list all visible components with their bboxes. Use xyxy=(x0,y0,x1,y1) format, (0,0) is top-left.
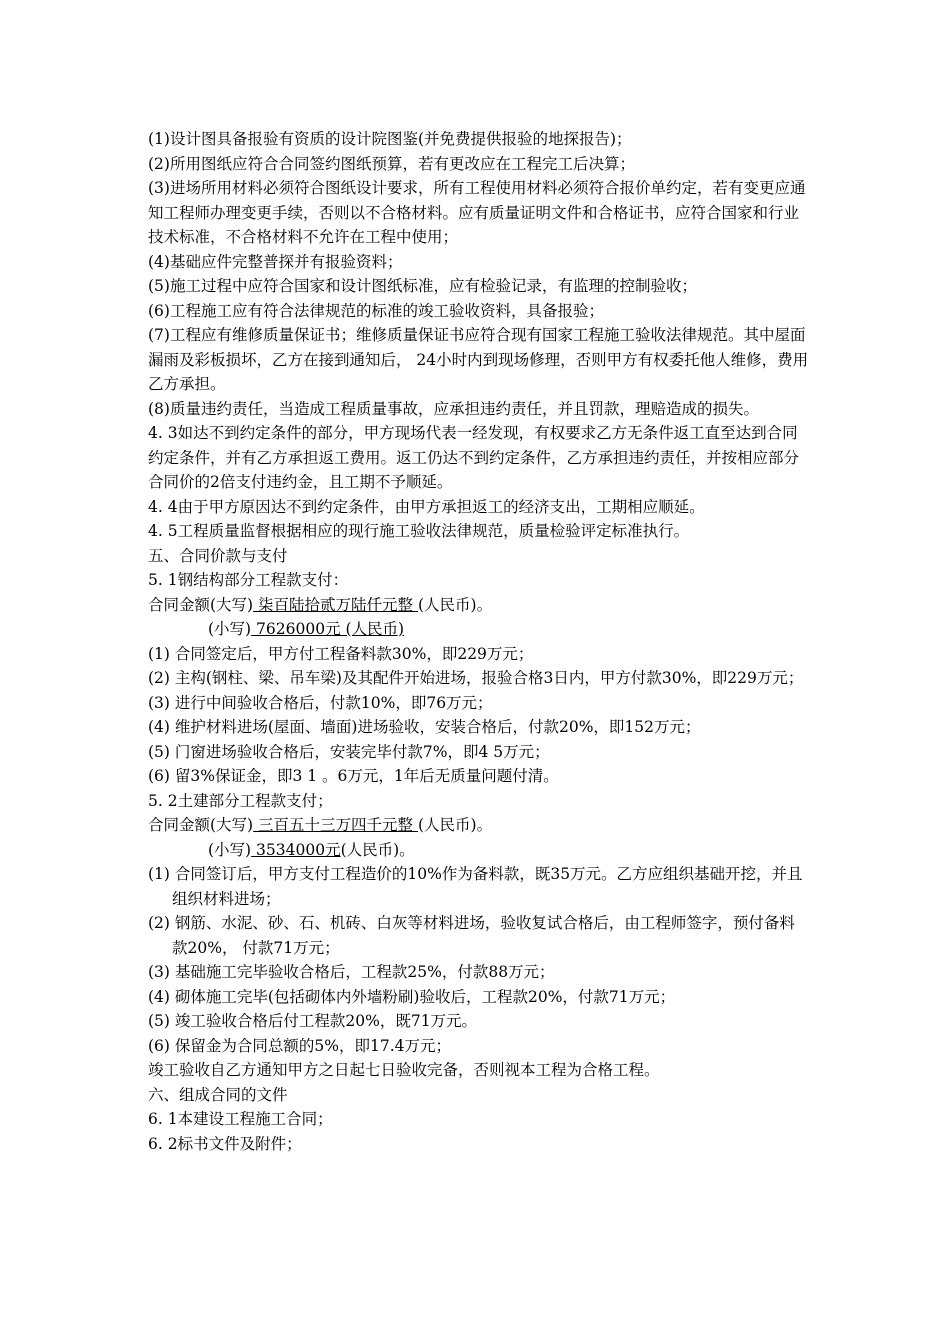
clause-4-2-1: (1)设计图具备报验有资质的设计院图鉴(并免费提供报验的地探报告)； xyxy=(148,130,632,148)
amount-lower-label: (小写) xyxy=(208,620,252,638)
clause-4-2-5: (5)施工过程中应符合国家和设计图纸标准，应有检验记录，有监理的控制验收； xyxy=(148,277,697,295)
steel-payment-2: (2) 主构(钢柱、梁、吊车梁)及其配件开始进场，报验合格3日内，甲方付款30%，即229万元； xyxy=(148,669,804,687)
steel-amount-lower xyxy=(148,617,810,642)
civil-amount-upper xyxy=(148,813,810,838)
civil-payment-5: (5) 竣工验收合格后付工程款20%，既71万元。 xyxy=(148,1012,478,1030)
steel-payment-6: (6) 留3%保证金，即3 1 。6万元，1年后无质量问题付清。 xyxy=(148,767,559,785)
clause-4-2-3: (3)进场所用材料必须符合图纸设计要求，所有工程使用材料必须符合报价单约定，若有变更应通知工程师办理变更手续，否则以不合格材料。应有质量证明文件和合格证书，应符合国家和行业技术标准，不合格材料不允许在工程中使用； xyxy=(148,179,806,246)
amount-upper-suffix: (人民币)。 xyxy=(417,816,493,834)
amount-upper-label: 合同金额(大写) xyxy=(148,816,254,834)
amount-upper-value: 三百五十三万四千元整 xyxy=(253,816,418,834)
civil-amount-lower xyxy=(148,838,810,863)
clause-6-1: 6. 1本建设工程施工合同； xyxy=(148,1110,333,1128)
clause-4-3: 4. 3如达不到约定条件的部分，甲方现场代表一经发现，有权要求乙方无条件返工直至达到合同约定条件，并有乙方承担返工费用。返工仍达不到约定条件，乙方承担违约责任，并按相应部分合同价的2倍支付违约金，且工期不予顺延。 xyxy=(148,424,800,491)
amount-lower-value: 3534000元 xyxy=(251,840,341,859)
section-heading-5: 五、合同价款与支付 xyxy=(148,546,288,565)
clause-4-2-8: (8)质量违约责任，当造成工程质量事故，应承担违约责任，并且罚款，理赔造成的损失。 xyxy=(148,399,759,418)
civil-payment-3: (3) 基础施工完毕验收合格后，工程款25%，付款88万元； xyxy=(148,963,555,981)
amount-upper-value: 柒百陆拾贰万陆仟元整 xyxy=(253,595,418,614)
civil-payment-4: (4) 砌体施工完毕(包括砌体内外墙粉刷)验收后，工程款20%，付款71万元； xyxy=(148,987,676,1006)
clause-5-2-heading: 5. 2土建部分工程款支付； xyxy=(148,791,333,810)
amount-upper-suffix: (人民币)。 xyxy=(417,595,493,614)
steel-amount-upper xyxy=(148,593,810,618)
steel-payment-3: (3) 进行中间验收合格后，付款10%，即76万元； xyxy=(148,693,493,712)
acceptance-note: 竣工验收自乙方通知甲方之日起七日验收完备，否则视本工程为合格工程。 xyxy=(148,1061,660,1079)
steel-payment-5: (5) 门窗进场验收合格后，安装完毕付款7%，即4 5万元； xyxy=(148,742,550,761)
amount-lower-value: 7626000元 (人民币) xyxy=(251,620,405,638)
amount-lower-suffix: (人民币)。 xyxy=(340,840,415,859)
clause-4-2-7: (7)工程应有维修质量保证书；维修质量保证书应符合现有国家工程施工验收法律规范。其中屋面漏雨及彩板损坏，乙方在接到通知后， 24小时内到现场修理，否则甲方有权委托他人维修，费用乙方承担。 xyxy=(148,326,809,393)
civil-payment-2: (2) 钢筋、水泥、砂、石、机砖、白灰等材料进场，验收复试合格后，由工程师签字，预付备料款20%， 付款71万元； xyxy=(148,914,795,957)
clause-4-4: 4. 4由于甲方原因达不到约定条件，由甲方承担返工的经济支出，工期相应顺延。 xyxy=(148,497,705,516)
steel-payment-4: (4) 维护材料进场(屋面、墙面)进场验收，安装合格后，付款20%，即152万元； xyxy=(148,718,701,736)
section-heading-6: 六、组成合同的文件 xyxy=(148,1085,288,1104)
amount-upper-label: 合同金额(大写) xyxy=(148,595,254,614)
steel-payment-1: (1) 合同签定后，甲方付工程备料款30%，即229万元； xyxy=(148,644,534,663)
amount-lower-label: (小写) xyxy=(208,840,252,859)
clause-4-2-4: (4)基础应件完整普探并有报验资料； xyxy=(148,252,403,271)
clause-6-2: 6. 2标书文件及附件； xyxy=(148,1134,302,1153)
clause-5-1-heading: 5. 1钢结构部分工程款支付： xyxy=(148,571,349,589)
clause-4-5: 4. 5工程质量监督根据相应的现行施工验收法律规范，质量检验评定标准执行。 xyxy=(148,522,690,540)
civil-payment-6: (6) 保留金为合同总额的5%，即17.4万元； xyxy=(148,1036,451,1055)
civil-payment-1: (1) 合同签订后，甲方支付工程造价的10%作为备料款，既35万元。乙方应组织基础开挖，并且组织材料进场； xyxy=(148,865,803,908)
clause-4-2-6: (6)工程施工应有符合法律规范的标准的竣工验收资料，具备报验； xyxy=(148,301,604,320)
document-page xyxy=(148,127,810,1156)
clause-4-2-2: (2)所用图纸应符合合同签约图纸预算，若有更改应在工程完工后决算； xyxy=(148,154,635,173)
